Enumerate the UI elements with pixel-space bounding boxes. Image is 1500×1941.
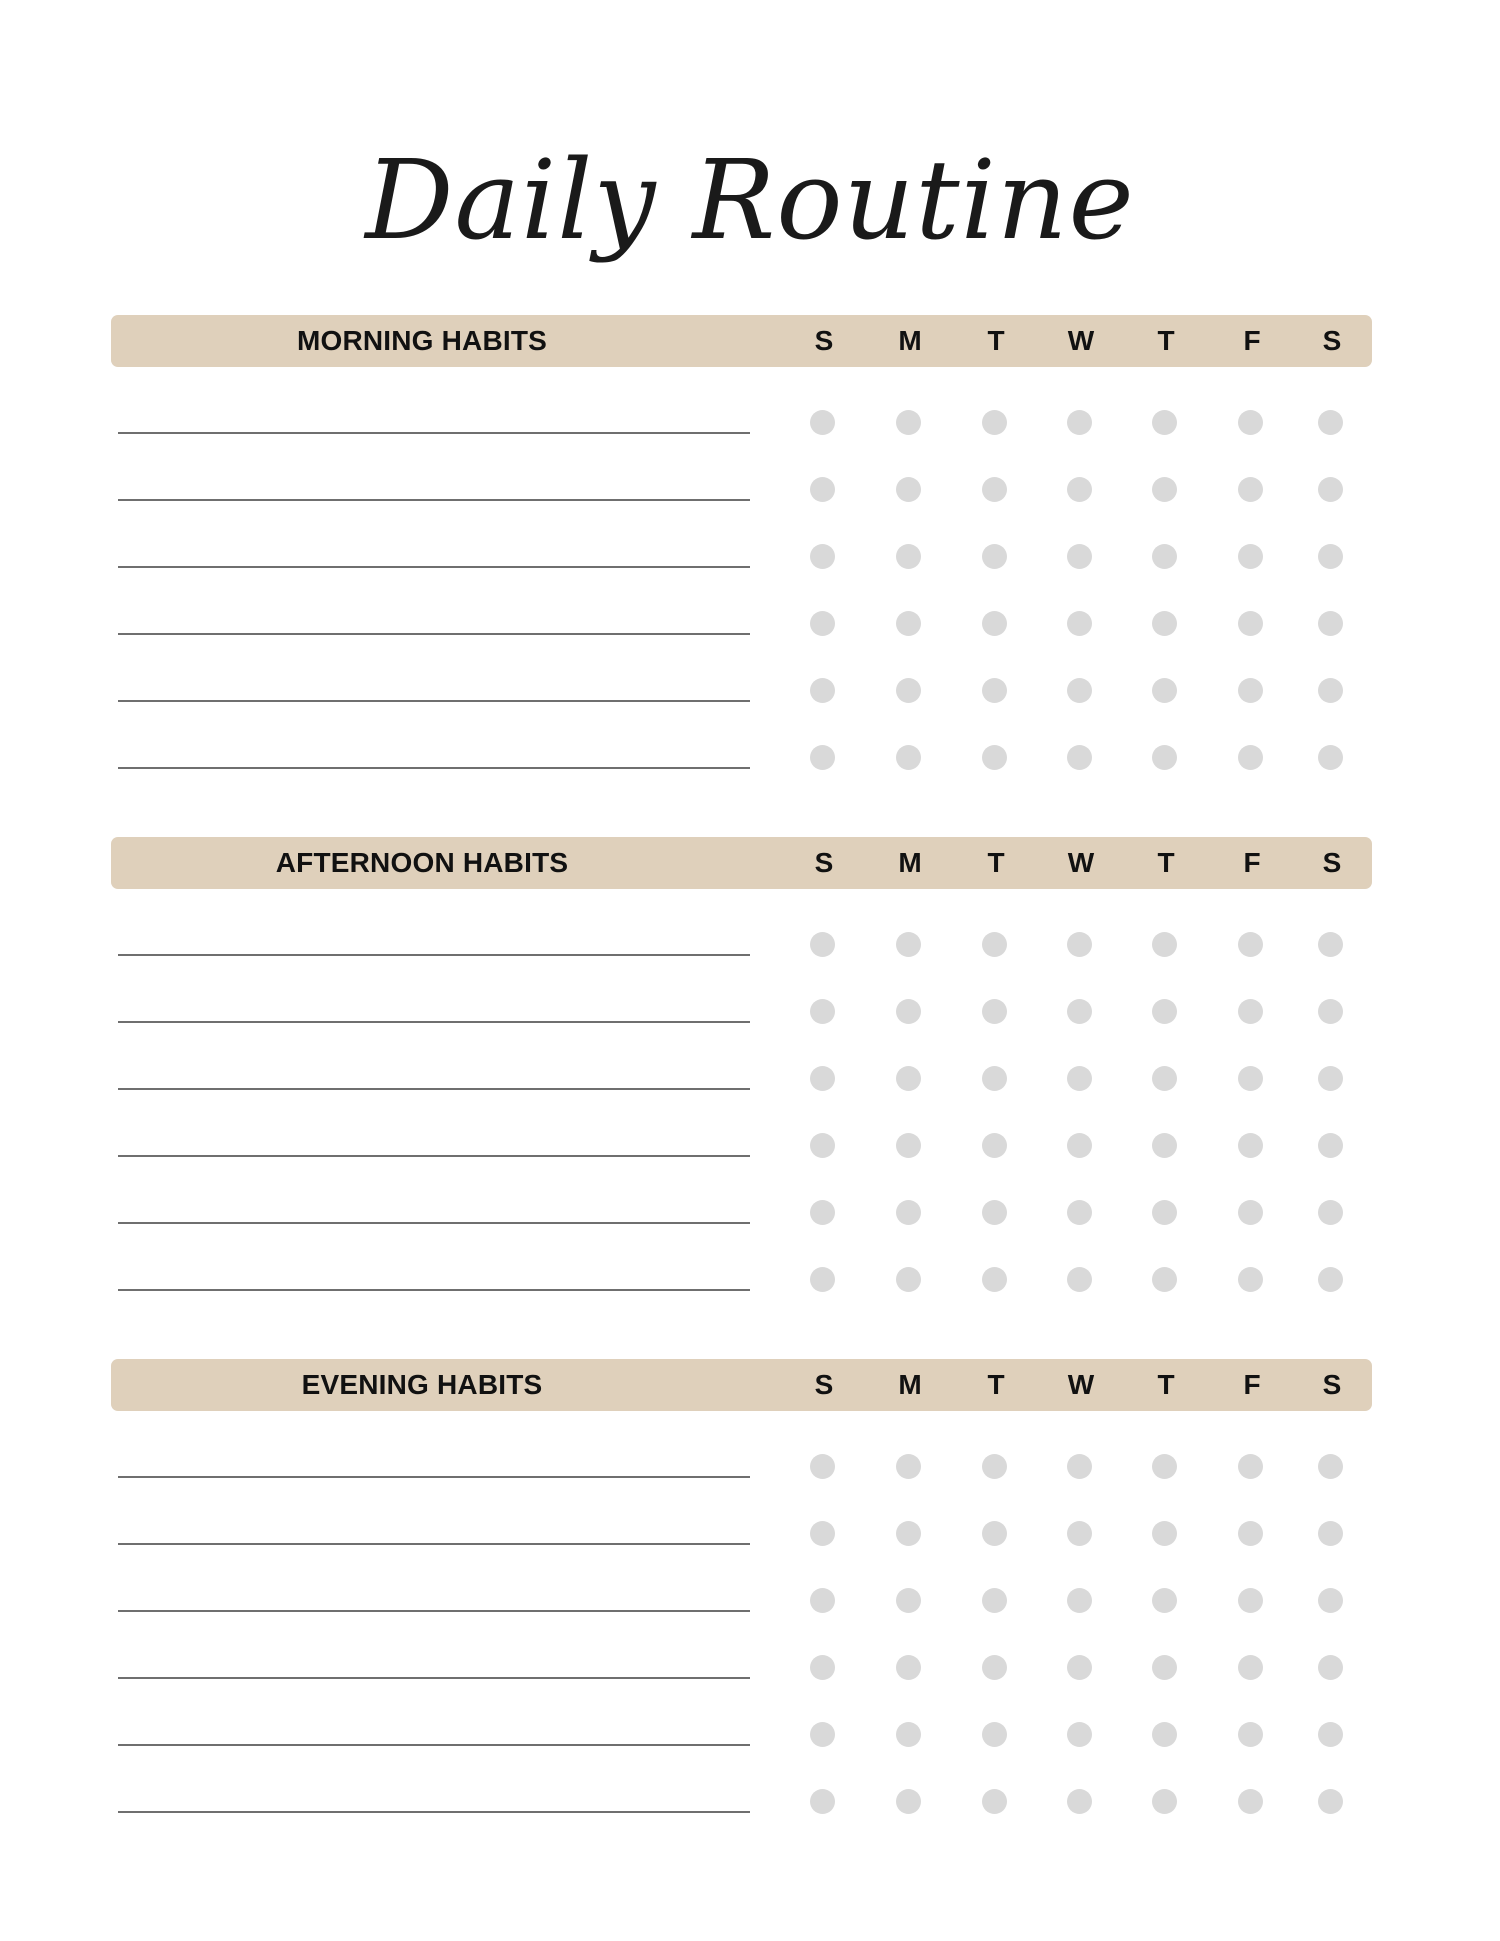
habit-row xyxy=(111,434,1372,501)
section-header xyxy=(111,1359,1372,1411)
habit-checkbox-thursday[interactable] xyxy=(1152,745,1177,770)
habit-checkbox-thursday[interactable] xyxy=(1152,1789,1177,1814)
habit-checkbox-monday[interactable] xyxy=(896,678,921,703)
habit-row xyxy=(111,702,1372,769)
habit-checkbox-wednesday[interactable] xyxy=(1067,611,1092,636)
habit-checkbox-tuesday[interactable] xyxy=(982,1267,1007,1292)
habit-checkbox-tuesday[interactable] xyxy=(982,1588,1007,1613)
habit-row xyxy=(111,1224,1372,1291)
habit-checkbox-friday[interactable] xyxy=(1238,999,1263,1024)
habit-checkbox-sunday[interactable] xyxy=(810,745,835,770)
habit-checkbox-friday[interactable] xyxy=(1238,1588,1263,1613)
habit-checkbox-thursday[interactable] xyxy=(1152,1588,1177,1613)
habit-checkbox-monday[interactable] xyxy=(896,1789,921,1814)
habit-checkbox-saturday[interactable] xyxy=(1318,1521,1343,1546)
day-header-monday: M xyxy=(898,325,922,356)
day-header-saturday: S xyxy=(1322,847,1342,878)
habit-checkbox-wednesday[interactable] xyxy=(1067,477,1092,502)
habit-checkbox-friday[interactable] xyxy=(1238,477,1263,502)
habit-checkbox-sunday[interactable] xyxy=(810,678,835,703)
habit-checkbox-sunday[interactable] xyxy=(810,1789,835,1814)
habit-checkbox-tuesday[interactable] xyxy=(982,1066,1007,1091)
habit-checkbox-friday[interactable] xyxy=(1238,1133,1263,1158)
habit-checkbox-sunday[interactable] xyxy=(810,477,835,502)
habit-row xyxy=(111,1023,1372,1090)
habit-entry-line[interactable] xyxy=(118,1811,750,1813)
habit-checkbox-tuesday[interactable] xyxy=(982,611,1007,636)
habit-row xyxy=(111,1612,1372,1679)
habit-checkbox-friday[interactable] xyxy=(1238,544,1263,569)
habit-checkbox-friday[interactable] xyxy=(1238,1200,1263,1225)
title-area xyxy=(0,118,1500,308)
habit-checkbox-wednesday[interactable] xyxy=(1067,1133,1092,1158)
habit-checkbox-monday[interactable] xyxy=(896,1200,921,1225)
habit-checkbox-wednesday[interactable] xyxy=(1067,1066,1092,1091)
habit-checkbox-wednesday[interactable] xyxy=(1067,1267,1092,1292)
habit-checkbox-saturday[interactable] xyxy=(1318,932,1343,957)
habit-checkbox-thursday[interactable] xyxy=(1152,544,1177,569)
habit-row xyxy=(111,568,1372,635)
habit-section xyxy=(111,837,1372,889)
habit-checkbox-monday[interactable] xyxy=(896,1133,921,1158)
section-title: AFTERNOON HABITS xyxy=(275,847,569,878)
habit-row xyxy=(111,501,1372,568)
habit-checkbox-friday[interactable] xyxy=(1238,1066,1263,1091)
habit-checkbox-saturday[interactable] xyxy=(1318,1066,1343,1091)
habit-checkbox-tuesday[interactable] xyxy=(982,1521,1007,1546)
habit-checkbox-tuesday[interactable] xyxy=(982,410,1007,435)
habit-checkbox-friday[interactable] xyxy=(1238,1655,1263,1680)
habit-checkbox-friday[interactable] xyxy=(1238,745,1263,770)
habit-checkbox-sunday[interactable] xyxy=(810,1267,835,1292)
habit-checkbox-wednesday[interactable] xyxy=(1067,745,1092,770)
habit-checkbox-saturday[interactable] xyxy=(1318,1200,1343,1225)
habit-checkbox-sunday[interactable] xyxy=(810,932,835,957)
habit-checkbox-tuesday[interactable] xyxy=(982,1722,1007,1747)
section-header xyxy=(111,315,1372,367)
day-header-wednesday: W xyxy=(1067,847,1095,878)
habit-checkbox-thursday[interactable] xyxy=(1152,1454,1177,1479)
section-title: MORNING HABITS xyxy=(296,325,548,356)
habit-checkbox-saturday[interactable] xyxy=(1318,678,1343,703)
habit-checkbox-saturday[interactable] xyxy=(1318,544,1343,569)
habit-checkbox-tuesday[interactable] xyxy=(982,1454,1007,1479)
habit-checkbox-wednesday[interactable] xyxy=(1067,678,1092,703)
day-header-friday: F xyxy=(1243,847,1261,878)
habit-checkbox-wednesday[interactable] xyxy=(1067,1200,1092,1225)
habit-checkbox-saturday[interactable] xyxy=(1318,1267,1343,1292)
habit-row xyxy=(111,1679,1372,1746)
habit-checkbox-sunday[interactable] xyxy=(810,1722,835,1747)
habit-checkbox-saturday[interactable] xyxy=(1318,1454,1343,1479)
habit-row xyxy=(111,1411,1372,1478)
habit-row xyxy=(111,1478,1372,1545)
habit-checkbox-sunday[interactable] xyxy=(810,1454,835,1479)
habit-checkbox-saturday[interactable] xyxy=(1318,745,1343,770)
habit-checkbox-tuesday[interactable] xyxy=(982,1789,1007,1814)
habit-row xyxy=(111,1545,1372,1612)
habit-checkbox-thursday[interactable] xyxy=(1152,611,1177,636)
habit-checkbox-tuesday[interactable] xyxy=(982,477,1007,502)
section-header xyxy=(111,837,1372,889)
habit-checkbox-thursday[interactable] xyxy=(1152,410,1177,435)
habit-checkbox-wednesday[interactable] xyxy=(1067,1521,1092,1546)
habit-checkbox-wednesday[interactable] xyxy=(1067,1722,1092,1747)
habit-checkbox-sunday[interactable] xyxy=(810,1521,835,1546)
habit-checkbox-monday[interactable] xyxy=(896,932,921,957)
habit-checkbox-wednesday[interactable] xyxy=(1067,1454,1092,1479)
habit-checkbox-thursday[interactable] xyxy=(1152,1722,1177,1747)
habit-checkbox-monday[interactable] xyxy=(896,410,921,435)
habit-checkbox-monday[interactable] xyxy=(896,1454,921,1479)
habit-row xyxy=(111,1090,1372,1157)
day-header-saturday: S xyxy=(1322,325,1342,356)
habit-checkbox-friday[interactable] xyxy=(1238,1789,1263,1814)
habit-checkbox-tuesday[interactable] xyxy=(982,932,1007,957)
habit-checkbox-sunday[interactable] xyxy=(810,611,835,636)
day-header-monday: M xyxy=(898,1369,922,1400)
day-header-sunday: S xyxy=(814,325,834,356)
habit-row xyxy=(111,1746,1372,1813)
habit-checkbox-sunday[interactable] xyxy=(810,544,835,569)
day-header-monday: M xyxy=(898,847,922,878)
habit-checkbox-wednesday[interactable] xyxy=(1067,410,1092,435)
habit-checkbox-sunday[interactable] xyxy=(810,1588,835,1613)
habit-checkbox-monday[interactable] xyxy=(896,477,921,502)
day-header-saturday: S xyxy=(1322,1369,1342,1400)
habit-checkbox-thursday[interactable] xyxy=(1152,678,1177,703)
habit-checkbox-monday[interactable] xyxy=(896,1722,921,1747)
day-header-wednesday: W xyxy=(1067,325,1095,356)
day-header-wednesday: W xyxy=(1067,1369,1095,1400)
habit-checkbox-thursday[interactable] xyxy=(1152,1521,1177,1546)
day-header-thursday: T xyxy=(1157,1369,1175,1400)
page-title-svg xyxy=(365,118,1135,308)
habit-checkbox-sunday[interactable] xyxy=(810,1066,835,1091)
habit-checkbox-thursday[interactable] xyxy=(1152,1655,1177,1680)
habit-checkbox-monday[interactable] xyxy=(896,1066,921,1091)
habit-checkbox-thursday[interactable] xyxy=(1152,1267,1177,1292)
habit-checkbox-tuesday[interactable] xyxy=(982,745,1007,770)
habit-row xyxy=(111,1157,1372,1224)
habit-checkbox-thursday[interactable] xyxy=(1152,1200,1177,1225)
habit-checkbox-saturday[interactable] xyxy=(1318,1722,1343,1747)
habit-row xyxy=(111,889,1372,956)
habit-checkbox-saturday[interactable] xyxy=(1318,410,1343,435)
habit-checkbox-wednesday[interactable] xyxy=(1067,1588,1092,1613)
habit-checkbox-saturday[interactable] xyxy=(1318,1588,1343,1613)
habit-section xyxy=(111,1359,1372,1411)
habit-checkbox-friday[interactable] xyxy=(1238,932,1263,957)
habit-checkbox-friday[interactable] xyxy=(1238,1722,1263,1747)
habit-checkbox-monday[interactable] xyxy=(896,1267,921,1292)
habit-checkbox-sunday[interactable] xyxy=(810,1133,835,1158)
habit-checkbox-wednesday[interactable] xyxy=(1067,999,1092,1024)
habit-checkbox-saturday[interactable] xyxy=(1318,999,1343,1024)
habit-checkbox-saturday[interactable] xyxy=(1318,477,1343,502)
habit-checkbox-saturday[interactable] xyxy=(1318,611,1343,636)
day-header-friday: F xyxy=(1243,325,1261,356)
habit-checkbox-monday[interactable] xyxy=(896,745,921,770)
habit-checkbox-sunday[interactable] xyxy=(810,1655,835,1680)
day-header-tuesday: T xyxy=(987,1369,1005,1400)
page-title: Daily Routine xyxy=(365,136,1135,264)
habit-checkbox-thursday[interactable] xyxy=(1152,1066,1177,1091)
habit-checkbox-thursday[interactable] xyxy=(1152,1133,1177,1158)
habit-checkbox-friday[interactable] xyxy=(1238,1267,1263,1292)
habit-checkbox-sunday[interactable] xyxy=(810,410,835,435)
habit-checkbox-monday[interactable] xyxy=(896,1588,921,1613)
habit-section xyxy=(111,315,1372,367)
habit-checkbox-monday[interactable] xyxy=(896,544,921,569)
habit-checkbox-tuesday[interactable] xyxy=(982,678,1007,703)
habit-checkbox-tuesday[interactable] xyxy=(982,1133,1007,1158)
habit-checkbox-wednesday[interactable] xyxy=(1067,1789,1092,1814)
habit-checkbox-thursday[interactable] xyxy=(1152,999,1177,1024)
habit-checkbox-tuesday[interactable] xyxy=(982,999,1007,1024)
habit-checkbox-sunday[interactable] xyxy=(810,999,835,1024)
habit-row xyxy=(111,367,1372,434)
day-header-tuesday: T xyxy=(987,325,1005,356)
habit-checkbox-saturday[interactable] xyxy=(1318,1133,1343,1158)
day-header-friday: F xyxy=(1243,1369,1261,1400)
habit-checkbox-friday[interactable] xyxy=(1238,410,1263,435)
habit-row xyxy=(111,635,1372,702)
habit-checkbox-friday[interactable] xyxy=(1238,678,1263,703)
habit-checkbox-wednesday[interactable] xyxy=(1067,544,1092,569)
habit-checkbox-saturday[interactable] xyxy=(1318,1655,1343,1680)
habit-checkbox-friday[interactable] xyxy=(1238,1454,1263,1479)
habit-checkbox-monday[interactable] xyxy=(896,999,921,1024)
habit-checkbox-tuesday[interactable] xyxy=(982,544,1007,569)
habit-checkbox-monday[interactable] xyxy=(896,1655,921,1680)
habit-checkbox-friday[interactable] xyxy=(1238,1521,1263,1546)
day-header-sunday: S xyxy=(814,847,834,878)
habit-checkbox-friday[interactable] xyxy=(1238,611,1263,636)
habit-checkbox-thursday[interactable] xyxy=(1152,932,1177,957)
habit-checkbox-saturday[interactable] xyxy=(1318,1789,1343,1814)
habit-checkbox-wednesday[interactable] xyxy=(1067,932,1092,957)
day-header-thursday: T xyxy=(1157,325,1175,356)
habit-checkbox-tuesday[interactable] xyxy=(982,1200,1007,1225)
habit-row xyxy=(111,956,1372,1023)
habit-entry-line[interactable] xyxy=(118,1289,750,1291)
day-header-thursday: T xyxy=(1157,847,1175,878)
habit-checkbox-thursday[interactable] xyxy=(1152,477,1177,502)
habit-checkbox-monday[interactable] xyxy=(896,1521,921,1546)
day-header-tuesday: T xyxy=(987,847,1005,878)
habit-entry-line[interactable] xyxy=(118,767,750,769)
habit-checkbox-wednesday[interactable] xyxy=(1067,1655,1092,1680)
habit-checkbox-monday[interactable] xyxy=(896,611,921,636)
day-header-sunday: S xyxy=(814,1369,834,1400)
section-title: EVENING HABITS xyxy=(301,1369,543,1400)
habit-checkbox-sunday[interactable] xyxy=(810,1200,835,1225)
habit-checkbox-tuesday[interactable] xyxy=(982,1655,1007,1680)
